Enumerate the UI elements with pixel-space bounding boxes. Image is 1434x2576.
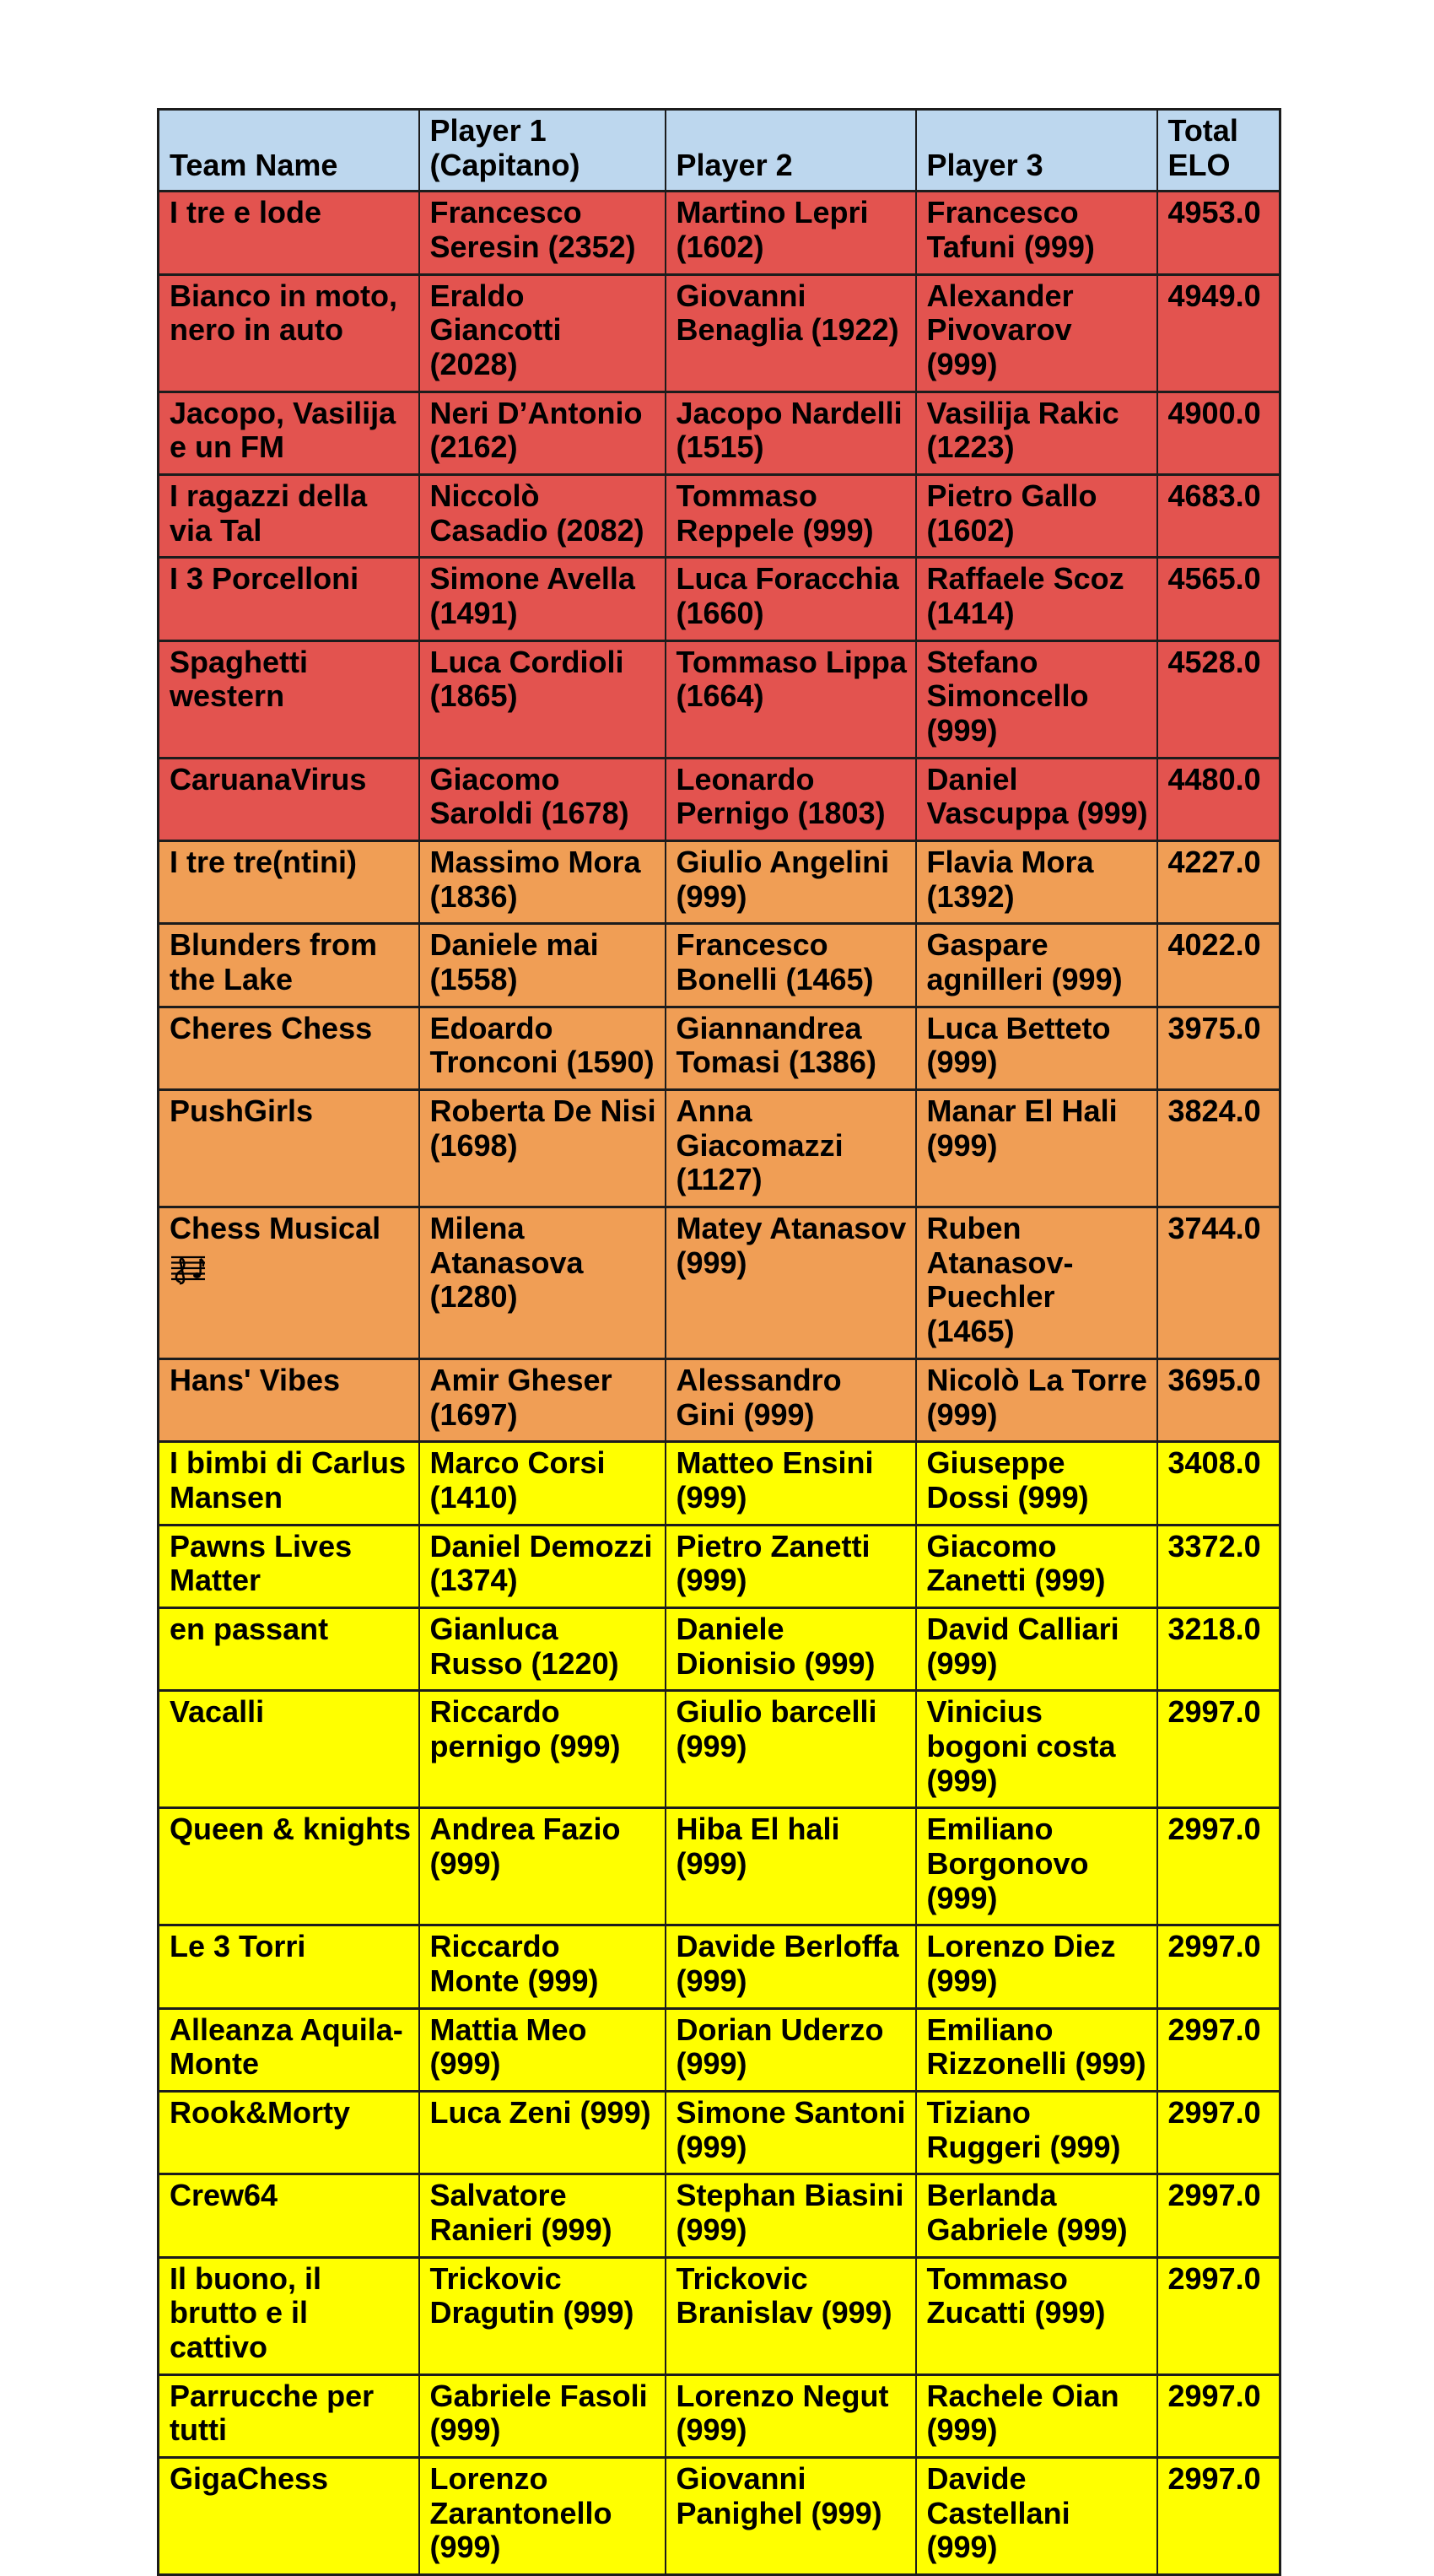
player1-cell-text: Gabriele Fasoli (999) — [429, 2378, 648, 2448]
player3-cell-text: Ruben Atanasov-Puechler (1465) — [926, 1211, 1074, 1349]
total-elo-cell-text: 2997.0 — [1167, 1929, 1261, 1964]
column-header-player1: Player 1 (Capitano) — [419, 110, 666, 192]
player2-cell — [666, 1207, 916, 1359]
team-name-cell — [159, 841, 419, 924]
total-elo-cell — [1157, 558, 1280, 640]
team-name-cell-text: Parrucche per tutti — [170, 2378, 375, 2448]
player1-cell — [419, 1007, 666, 1089]
player3-cell-text: Giuseppe Dossi (999) — [926, 1445, 1089, 1515]
player3-cell-text: Davide Castellani (999) — [926, 2460, 1070, 2565]
player3-cell-text: Daniel Vascuppa (999) — [926, 761, 1148, 831]
player1-cell-text: Luca Zeni (999) — [429, 2094, 651, 2130]
total-elo-cell-text: 4227.0 — [1167, 845, 1261, 880]
total-elo-cell — [1157, 640, 1280, 758]
table-row — [159, 758, 1280, 840]
team-name-cell — [159, 1925, 419, 2008]
total-elo-cell-text: 3744.0 — [1167, 1211, 1261, 1246]
table-row — [159, 2091, 1280, 2174]
team-name-cell-text: Hans' Vibes — [170, 1362, 340, 1397]
player3-cell — [916, 392, 1157, 474]
player2-cell-text: Anna Giacomazzi (1127) — [676, 1094, 844, 1197]
player2-cell — [666, 1925, 916, 2008]
player2-cell — [666, 2457, 916, 2574]
total-elo-cell — [1157, 2457, 1280, 2574]
table-body — [159, 192, 1280, 2575]
total-elo-cell-text: 3695.0 — [1167, 1362, 1261, 1397]
total-elo-cell-text: 4480.0 — [1167, 761, 1261, 797]
player2-cell-text: Simone Santoni (999) — [676, 2094, 906, 2164]
player2-cell-text: Matey Atanasov (999) — [676, 1211, 907, 1280]
player1-cell — [419, 2008, 666, 2091]
player2-cell — [666, 2174, 916, 2257]
player2-cell — [666, 1808, 916, 1925]
player2-cell-text: Leonardo Pernigo (1803) — [676, 761, 886, 831]
player3-cell-text: David Calliari (999) — [926, 1611, 1119, 1681]
player1-cell — [419, 640, 666, 758]
player2-cell-text: Francesco Bonelli (1465) — [676, 927, 874, 997]
player2-cell — [666, 1607, 916, 1690]
team-name-cell — [159, 1090, 419, 1207]
table-row — [159, 640, 1280, 758]
player1-cell-text: Niccolò Casadio (2082) — [429, 478, 644, 548]
player1-cell-text: Giacomo Saroldi (1678) — [429, 761, 629, 831]
player3-cell-text: Stefano Simoncello (999) — [926, 644, 1089, 748]
table-row — [159, 558, 1280, 640]
player2-cell — [666, 2091, 916, 2174]
player2-cell-text: Giovanni Benaglia (1922) — [676, 278, 899, 348]
player3-cell-text: Tommaso Zucatti (999) — [926, 2260, 1106, 2330]
player2-cell — [666, 475, 916, 558]
player1-cell-text: Neri D’Antonio (2162) — [429, 395, 643, 465]
player1-cell-text: Salvatore Ranieri (999) — [429, 2178, 612, 2247]
total-elo-cell-text: 3218.0 — [1167, 1611, 1261, 1646]
player1-cell-text: Mattia Meo (999) — [429, 2012, 587, 2082]
player1-cell-text: Luca Cordioli (1865) — [429, 644, 624, 714]
player3-cell-text: Francesco Tafuni (999) — [926, 195, 1095, 265]
total-elo-cell-text: 2997.0 — [1167, 2012, 1261, 2047]
table-row — [159, 1007, 1280, 1089]
table-row — [159, 2174, 1280, 2257]
player1-cell — [419, 1090, 666, 1207]
header-row — [159, 110, 1280, 192]
player3-cell — [916, 1358, 1157, 1441]
player3-cell-text: Pietro Gallo (1602) — [926, 478, 1097, 548]
player1-cell-text: Gianluca Russo (1220) — [429, 1611, 619, 1681]
player2-cell-text: Davide Berloffa (999) — [676, 1929, 899, 1998]
player1-cell — [419, 475, 666, 558]
total-elo-cell-text: 4953.0 — [1167, 195, 1261, 230]
player2-cell — [666, 1090, 916, 1207]
total-elo-cell — [1157, 392, 1280, 474]
player1-cell — [419, 2091, 666, 2174]
team-name-cell — [159, 2457, 419, 2574]
total-elo-cell — [1157, 758, 1280, 840]
total-elo-cell — [1157, 1007, 1280, 1089]
player3-cell — [916, 1691, 1157, 1808]
player1-cell — [419, 558, 666, 640]
team-name-cell-text: I ragazzi della via Tal — [170, 478, 368, 548]
total-elo-cell-text: 3408.0 — [1167, 1445, 1261, 1481]
total-elo-cell — [1157, 2008, 1280, 2091]
player2-cell-text: Dorian Uderzo (999) — [676, 2012, 884, 2082]
player2-cell — [666, 1691, 916, 1808]
team-name-cell-text: Queen & knights — [170, 1812, 412, 1847]
player2-cell-text: Pietro Zanetti (999) — [676, 1528, 871, 1598]
column-header-team-name: Team Name — [159, 110, 419, 192]
table-row — [159, 1207, 1280, 1359]
total-elo-cell — [1157, 1525, 1280, 1607]
team-name-cell — [159, 1607, 419, 1690]
team-name-cell — [159, 1525, 419, 1607]
team-name-cell-text: Blunders from the Lake — [170, 927, 378, 997]
player3-cell — [916, 558, 1157, 640]
player1-cell — [419, 274, 666, 392]
total-elo-cell-text: 4683.0 — [1167, 478, 1261, 514]
team-name-cell-text: CaruanaVirus — [170, 761, 367, 797]
player3-cell — [916, 1442, 1157, 1525]
player2-cell-text: Tommaso Reppele (999) — [676, 478, 874, 548]
table-row — [159, 1691, 1280, 1808]
player1-cell-text: Riccardo Monte (999) — [429, 1929, 599, 1998]
player1-cell — [419, 758, 666, 840]
team-name-cell-text: GigaChess — [170, 2460, 329, 2496]
column-header-total-elo: Total ELO — [1157, 110, 1280, 192]
table-row — [159, 2008, 1280, 2091]
player3-cell — [916, 841, 1157, 924]
total-elo-cell — [1157, 1358, 1280, 1441]
total-elo-cell — [1157, 1442, 1280, 1525]
player3-cell-text: Emiliano Rizzonelli (999) — [926, 2012, 1146, 2082]
player3-cell-text: Rachele Oian (999) — [926, 2378, 1119, 2448]
player2-cell — [666, 1358, 916, 1441]
player3-cell-text: Alexander Pivovarov (999) — [926, 278, 1074, 382]
player2-cell-text: Giannandrea Tomasi (1386) — [676, 1010, 876, 1080]
player3-cell-text: Lorenzo Diez (999) — [926, 1929, 1116, 1998]
total-elo-cell-text: 2997.0 — [1167, 2460, 1261, 2496]
player1-cell — [419, 1358, 666, 1441]
player1-cell — [419, 1808, 666, 1925]
total-elo-cell — [1157, 1691, 1280, 1808]
player1-cell — [419, 2374, 666, 2457]
player1-cell — [419, 1607, 666, 1690]
team-name-cell-text: I bimbi di Carlus Mansen — [170, 1445, 407, 1515]
player2-cell-text: Stephan Biasini (999) — [676, 2178, 904, 2247]
team-name-cell — [159, 1358, 419, 1441]
player2-cell — [666, 2257, 916, 2374]
table-row — [159, 1607, 1280, 1690]
team-name-cell — [159, 924, 419, 1007]
player3-cell — [916, 2457, 1157, 2574]
player2-cell — [666, 392, 916, 474]
total-elo-cell — [1157, 274, 1280, 392]
player1-cell-text: Amir Gheser (1697) — [429, 1362, 612, 1432]
player1-cell — [419, 1207, 666, 1359]
player2-cell-text: Alessandro Gini (999) — [676, 1362, 842, 1432]
player2-cell-text: Giulio Angelini (999) — [676, 845, 890, 914]
team-name-cell — [159, 1442, 419, 1525]
player2-cell — [666, 1442, 916, 1525]
column-header-player3: Player 3 — [916, 110, 1157, 192]
player1-cell-text: Andrea Fazio (999) — [429, 1812, 621, 1881]
player1-cell — [419, 2174, 666, 2257]
team-name-cell-text: Pawns Lives Matter — [170, 1528, 353, 1598]
team-name-cell-text: Rook&Morty — [170, 2094, 350, 2130]
team-name-cell — [159, 1808, 419, 1925]
team-name-cell — [159, 192, 419, 274]
total-elo-cell-text: 2997.0 — [1167, 1694, 1261, 1730]
total-elo-cell-text: 3372.0 — [1167, 1528, 1261, 1563]
total-elo-cell-text: 4022.0 — [1167, 927, 1261, 963]
table-row — [159, 1808, 1280, 1925]
player2-cell-text: Tommaso Lippa (1664) — [676, 644, 907, 714]
column-header-player2: Player 2 — [666, 110, 916, 192]
player3-cell — [916, 2257, 1157, 2374]
player3-cell-text: Emiliano Borgonovo (999) — [926, 1812, 1089, 1915]
player3-cell-text: Gaspare agnilleri (999) — [926, 927, 1123, 997]
team-name-cell — [159, 758, 419, 840]
team-name-cell-text: I tre tre(ntini) — [170, 845, 357, 880]
player2-cell — [666, 2008, 916, 2091]
team-name-cell — [159, 1007, 419, 1089]
total-elo-cell — [1157, 1808, 1280, 1925]
table-row — [159, 1525, 1280, 1607]
musical-score-icon — [170, 1250, 412, 1287]
team-name-cell — [159, 392, 419, 474]
player3-cell-text: Nicolò La Torre (999) — [926, 1362, 1147, 1432]
player3-cell — [916, 2174, 1157, 2257]
team-name-cell — [159, 2257, 419, 2374]
player3-cell — [916, 924, 1157, 1007]
player1-cell-text: Massimo Mora (1836) — [429, 845, 641, 914]
player3-cell — [916, 758, 1157, 840]
total-elo-cell-text: 2997.0 — [1167, 2260, 1261, 2296]
total-elo-cell-text: 2997.0 — [1167, 2094, 1261, 2130]
total-elo-cell-text: 4949.0 — [1167, 278, 1261, 313]
player2-cell-text: Giovanni Panighel (999) — [676, 2460, 882, 2530]
player3-cell-text: Manar El Hali (999) — [926, 1094, 1118, 1163]
total-elo-cell — [1157, 2174, 1280, 2257]
team-name-cell — [159, 640, 419, 758]
table-row — [159, 2457, 1280, 2574]
player2-cell — [666, 274, 916, 392]
player3-cell — [916, 2008, 1157, 2091]
team-name-cell-text: Chess Musical — [170, 1211, 381, 1246]
player1-cell-text: Simone Avella (1491) — [429, 561, 635, 631]
total-elo-cell — [1157, 192, 1280, 274]
player3-cell — [916, 1808, 1157, 1925]
team-name-cell — [159, 2091, 419, 2174]
player3-cell — [916, 640, 1157, 758]
player3-cell-text: Giacomo Zanetti (999) — [926, 1528, 1106, 1598]
team-name-cell — [159, 2008, 419, 2091]
team-name-cell-text: Il buono, il brutto e il cattivo — [170, 2260, 321, 2364]
player3-cell — [916, 2091, 1157, 2174]
player2-cell — [666, 1525, 916, 1607]
team-name-cell-text: Cheres Chess — [170, 1010, 373, 1045]
total-elo-cell-text: 2997.0 — [1167, 1812, 1261, 1847]
player2-cell — [666, 558, 916, 640]
player1-cell-text: Daniele mai (1558) — [429, 927, 599, 997]
player1-cell-text: Eraldo Giancotti (2028) — [429, 278, 562, 382]
table-row — [159, 924, 1280, 1007]
player3-cell-text: Raffaele Scoz (1414) — [926, 561, 1124, 631]
player2-cell — [666, 640, 916, 758]
player2-cell — [666, 758, 916, 840]
team-name-cell-text: I 3 Porcelloni — [170, 561, 359, 597]
team-name-cell — [159, 475, 419, 558]
total-elo-cell — [1157, 1925, 1280, 2008]
player1-cell — [419, 2257, 666, 2374]
team-name-cell — [159, 2174, 419, 2257]
player2-cell-text: Lorenzo Negut (999) — [676, 2378, 889, 2448]
player2-cell-text: Matteo Ensini (999) — [676, 1445, 874, 1515]
player3-cell-text: Vinicius bogoni costa (999) — [926, 1694, 1116, 1798]
player3-cell — [916, 2374, 1157, 2457]
total-elo-cell — [1157, 1207, 1280, 1359]
total-elo-cell — [1157, 475, 1280, 558]
table-row — [159, 2374, 1280, 2457]
player3-cell — [916, 192, 1157, 274]
total-elo-cell-text: 4528.0 — [1167, 644, 1261, 679]
player2-cell-text: Hiba El hali (999) — [676, 1812, 840, 1881]
player1-cell — [419, 1525, 666, 1607]
total-elo-cell-text: 4565.0 — [1167, 561, 1261, 597]
player1-cell-text: Roberta De Nisi (1698) — [429, 1094, 656, 1163]
player1-cell-text: Trickovic Dragutin (999) — [429, 2260, 634, 2330]
player2-cell-text: Giulio barcelli (999) — [676, 1694, 877, 1763]
total-elo-cell — [1157, 841, 1280, 924]
player3-cell-text: Berlanda Gabriele (999) — [926, 2178, 1128, 2247]
team-name-cell-text: Spaghetti western — [170, 644, 309, 714]
player1-cell — [419, 192, 666, 274]
player1-cell-text: Lorenzo Zarantonello (999) — [429, 2460, 612, 2565]
total-elo-cell-text: 2997.0 — [1167, 2178, 1261, 2213]
table-row — [159, 1358, 1280, 1441]
table-row — [159, 192, 1280, 274]
total-elo-cell-text: 3824.0 — [1167, 1094, 1261, 1129]
team-name-cell-text: Bianco in moto, nero in auto — [170, 278, 397, 348]
table-row — [159, 475, 1280, 558]
player1-cell — [419, 1691, 666, 1808]
table-row — [159, 2257, 1280, 2374]
table-row — [159, 274, 1280, 392]
team-name-cell-text: Alleanza Aquila-Monte — [170, 2012, 403, 2082]
player1-cell — [419, 392, 666, 474]
player2-cell-text: Trickovic Branislav (999) — [676, 2260, 892, 2330]
team-name-cell — [159, 274, 419, 392]
player3-cell-text: Tiziano Ruggeri (999) — [926, 2094, 1121, 2164]
player1-cell — [419, 1925, 666, 2008]
player1-cell-text: Francesco Seresin (2352) — [429, 195, 636, 265]
team-name-cell — [159, 1691, 419, 1808]
player1-cell — [419, 1442, 666, 1525]
player1-cell-text: Marco Corsi (1410) — [429, 1445, 606, 1515]
player2-cell-text: Martino Lepri (1602) — [676, 195, 869, 265]
total-elo-cell — [1157, 2091, 1280, 2174]
team-name-cell-text: Vacalli — [170, 1694, 265, 1730]
team-standings-table — [157, 108, 1281, 2576]
team-name-cell-text: Crew64 — [170, 2178, 278, 2213]
player3-cell-text: Flavia Mora (1392) — [926, 845, 1094, 914]
player3-cell — [916, 1090, 1157, 1207]
player3-cell — [916, 475, 1157, 558]
total-elo-cell — [1157, 2374, 1280, 2457]
player2-cell — [666, 192, 916, 274]
table-row — [159, 1925, 1280, 2008]
team-name-cell — [159, 1207, 419, 1359]
team-name-cell-text: Le 3 Torri — [170, 1929, 306, 1964]
player3-cell-text: Luca Betteto (999) — [926, 1010, 1111, 1080]
player3-cell — [916, 274, 1157, 392]
player3-cell — [916, 1007, 1157, 1089]
player3-cell — [916, 1207, 1157, 1359]
player3-cell-text: Vasilija Rakic (1223) — [926, 395, 1119, 465]
player1-cell-text: Riccardo pernigo (999) — [429, 1694, 621, 1763]
player1-cell-text: Edoardo Tronconi (1590) — [429, 1010, 655, 1080]
player1-cell-text: Daniel Demozzi (1374) — [429, 1528, 653, 1598]
team-name-cell — [159, 558, 419, 640]
table-row — [159, 841, 1280, 924]
player2-cell-text: Daniele Dionisio (999) — [676, 1611, 876, 1681]
table-row — [159, 392, 1280, 474]
team-name-cell-text: I tre e lode — [170, 195, 322, 230]
total-elo-cell — [1157, 1090, 1280, 1207]
player3-cell — [916, 1925, 1157, 2008]
player1-cell-text: Milena Atanasova (1280) — [429, 1211, 584, 1315]
table-row — [159, 1442, 1280, 1525]
table-row — [159, 1090, 1280, 1207]
player1-cell — [419, 924, 666, 1007]
team-name-cell — [159, 2374, 419, 2457]
player2-cell-text: Luca Foracchia (1660) — [676, 561, 899, 631]
player1-cell — [419, 2457, 666, 2574]
player1-cell — [419, 841, 666, 924]
total-elo-cell — [1157, 924, 1280, 1007]
total-elo-cell-text: 3975.0 — [1167, 1010, 1261, 1045]
team-name-cell-text: en passant — [170, 1611, 329, 1646]
total-elo-cell-text: 2997.0 — [1167, 2378, 1261, 2413]
player3-cell — [916, 1525, 1157, 1607]
player3-cell — [916, 1607, 1157, 1690]
player2-cell — [666, 1007, 916, 1089]
player2-cell — [666, 841, 916, 924]
team-name-cell-text: PushGirls — [170, 1094, 314, 1129]
player2-cell-text: Jacopo Nardelli (1515) — [676, 395, 903, 465]
player2-cell — [666, 924, 916, 1007]
team-name-cell-text: Jacopo, Vasilija e un FM — [170, 395, 396, 465]
player2-cell — [666, 2374, 916, 2457]
total-elo-cell — [1157, 2257, 1280, 2374]
total-elo-cell-text: 4900.0 — [1167, 395, 1261, 430]
total-elo-cell — [1157, 1607, 1280, 1690]
